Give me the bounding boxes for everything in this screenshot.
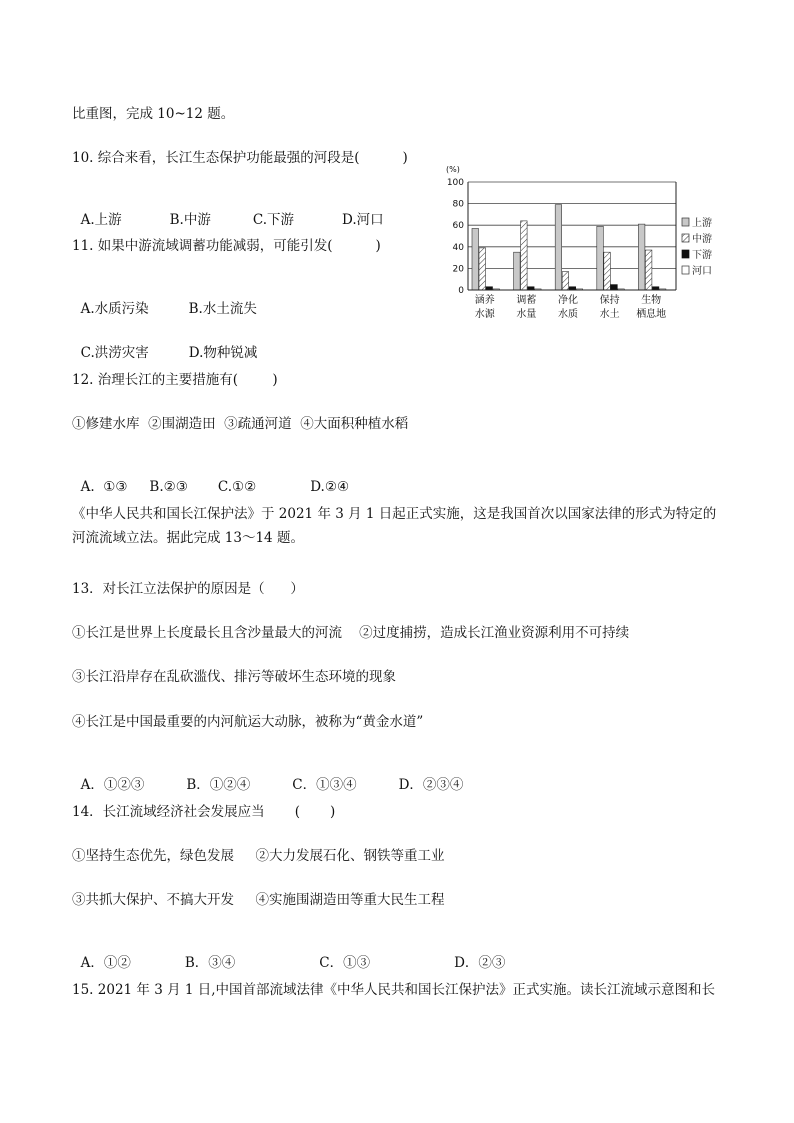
q14-option-a[interactable]: A．①② xyxy=(80,955,131,971)
q12-option-d[interactable]: D.②④ xyxy=(310,479,350,495)
q10-stem: 10. 综合来看，长江生态保护功能最强的河段是( ) xyxy=(72,150,408,166)
bar-中游-调蓄 xyxy=(521,221,528,290)
legend xyxy=(682,216,712,277)
category-label: 生物 xyxy=(641,295,662,306)
category-label: 净化 xyxy=(558,295,578,306)
q14-line1: ①坚持生态优先，绿色发展 ②大力发展石化、钢铁等重工业 xyxy=(72,848,445,864)
legend-label: 下游 xyxy=(692,250,712,261)
bar-上游-调蓄 xyxy=(514,252,521,290)
bar-中游-涵养 xyxy=(479,248,486,290)
legend-swatch xyxy=(682,250,689,258)
q11-option-c[interactable]: C.洪涝灾害 xyxy=(80,345,149,361)
q15-start: 15. 2021 年 3 月 1 日,中国首部流域法律《中华人民共和国长江保护法》正式实施。读长江流域示意图和长 xyxy=(72,982,716,998)
q13-option-c[interactable]: C．①③④ xyxy=(292,777,357,793)
q13-option-d[interactable]: D．②③④ xyxy=(398,777,464,793)
q12-options xyxy=(72,460,349,496)
category-label: 涵养 xyxy=(474,295,495,306)
passage-13-14: 《中华人民共和国长江保护法》于 2021 年 3 月 1 日起正式实施，这是我国首次以国家法律的形式为特定的河流流域立法。据此完成 13～14 题。 xyxy=(72,506,717,546)
q13-option-a[interactable]: A．①②③ xyxy=(80,777,145,793)
q14-line2: ③共抓大保护、不搞大开发 ④实施围湖造田等重大民生工程 xyxy=(72,892,445,908)
q14-stem: 14．长江流域经济社会发展应当 ( ) xyxy=(72,804,336,820)
q13-line1: ①长江是世界上长度最长且含沙量最大的河流 ②过度捕捞，造成长江渔业资源利用不可持续 xyxy=(72,625,630,641)
y-tick-label: 40 xyxy=(452,242,464,253)
y-tick-label: 80 xyxy=(452,199,464,210)
q12-option-c[interactable]: C.①② xyxy=(217,479,257,495)
legend-label: 河口 xyxy=(692,266,712,277)
category-label: 水源 xyxy=(474,309,495,320)
bar-上游-净化 xyxy=(555,205,562,290)
q11-options-row2 xyxy=(72,326,257,362)
q13-options xyxy=(72,758,463,794)
legend-label: 上游 xyxy=(692,218,712,229)
q10-option-b[interactable]: B.中游 xyxy=(169,212,211,228)
bars xyxy=(472,205,666,290)
q13-option-b[interactable]: B．①②④ xyxy=(186,777,251,793)
intro-tail: 比重图，完成 10~12 题。 xyxy=(72,106,235,122)
q14-option-b[interactable]: B．③④ xyxy=(184,955,236,971)
bar-下游-保持 xyxy=(611,285,618,290)
q13-line2: ③长江沿岸存在乱砍滥伐、排污等破坏生态环境的现象 xyxy=(72,669,396,685)
legend-swatch xyxy=(682,266,689,274)
q14-option-c[interactable]: C．①③ xyxy=(319,955,371,971)
bar-上游-保持 xyxy=(597,226,604,290)
q14-options xyxy=(72,936,505,972)
q11-stem: 11. 如果中游流域调蓄功能减弱，可能引发( ) xyxy=(72,238,381,254)
q11-option-a[interactable]: A.水质污染 xyxy=(80,301,149,317)
category-label: 调蓄 xyxy=(516,295,537,306)
category-label: 水质 xyxy=(558,309,578,320)
category-label: 水量 xyxy=(516,309,537,320)
bar-中游-净化 xyxy=(562,272,569,290)
y-tick-label: 100 xyxy=(446,178,464,188)
q12-stem: 12. 治理长江的主要措施有( ) xyxy=(72,372,278,388)
q14-option-d[interactable]: D．②③ xyxy=(454,955,506,971)
y-tick-label: 60 xyxy=(452,221,464,232)
q10-options xyxy=(72,193,384,229)
bar-中游-保持 xyxy=(604,252,611,290)
q13-line3: ④长江是中国最重要的内河航运大动脉，被称为“黄金水道” xyxy=(72,714,424,730)
y-tick-label: 0 xyxy=(458,286,464,296)
category-label: 保持 xyxy=(599,295,620,306)
q12-option-b[interactable]: B.②③ xyxy=(149,479,188,495)
legend-swatch xyxy=(682,234,689,242)
function-share-bar-chart xyxy=(440,156,740,326)
q11-option-d[interactable]: D.物种锐减 xyxy=(188,345,258,361)
legend-label: 中游 xyxy=(692,234,712,245)
q10-option-d[interactable]: D.河口 xyxy=(342,212,384,228)
q10-option-c[interactable]: C.下游 xyxy=(252,212,294,228)
q11-options-row1 xyxy=(72,282,257,318)
q10-option-a[interactable]: A.上游 xyxy=(80,212,122,228)
q11-option-b[interactable]: B.水土流失 xyxy=(188,301,257,317)
category-label: 栖息地 xyxy=(636,309,667,320)
bar-上游-生物 xyxy=(638,224,645,290)
q13-stem: 13．对长江立法保护的原因是（ ） xyxy=(72,581,304,597)
category-label: 水土 xyxy=(599,309,620,320)
bar-上游-涵养 xyxy=(472,228,479,290)
y-tick-label: 20 xyxy=(452,264,464,275)
legend-swatch xyxy=(682,218,689,226)
y-unit-label: (%) xyxy=(446,165,460,174)
bar-中游-生物 xyxy=(645,250,652,290)
q12-items: ①修建水库 ②围湖造田 ③疏通河道 ④大面积种植水稻 xyxy=(72,416,409,432)
q12-option-a[interactable]: A. ①③ xyxy=(80,479,128,495)
